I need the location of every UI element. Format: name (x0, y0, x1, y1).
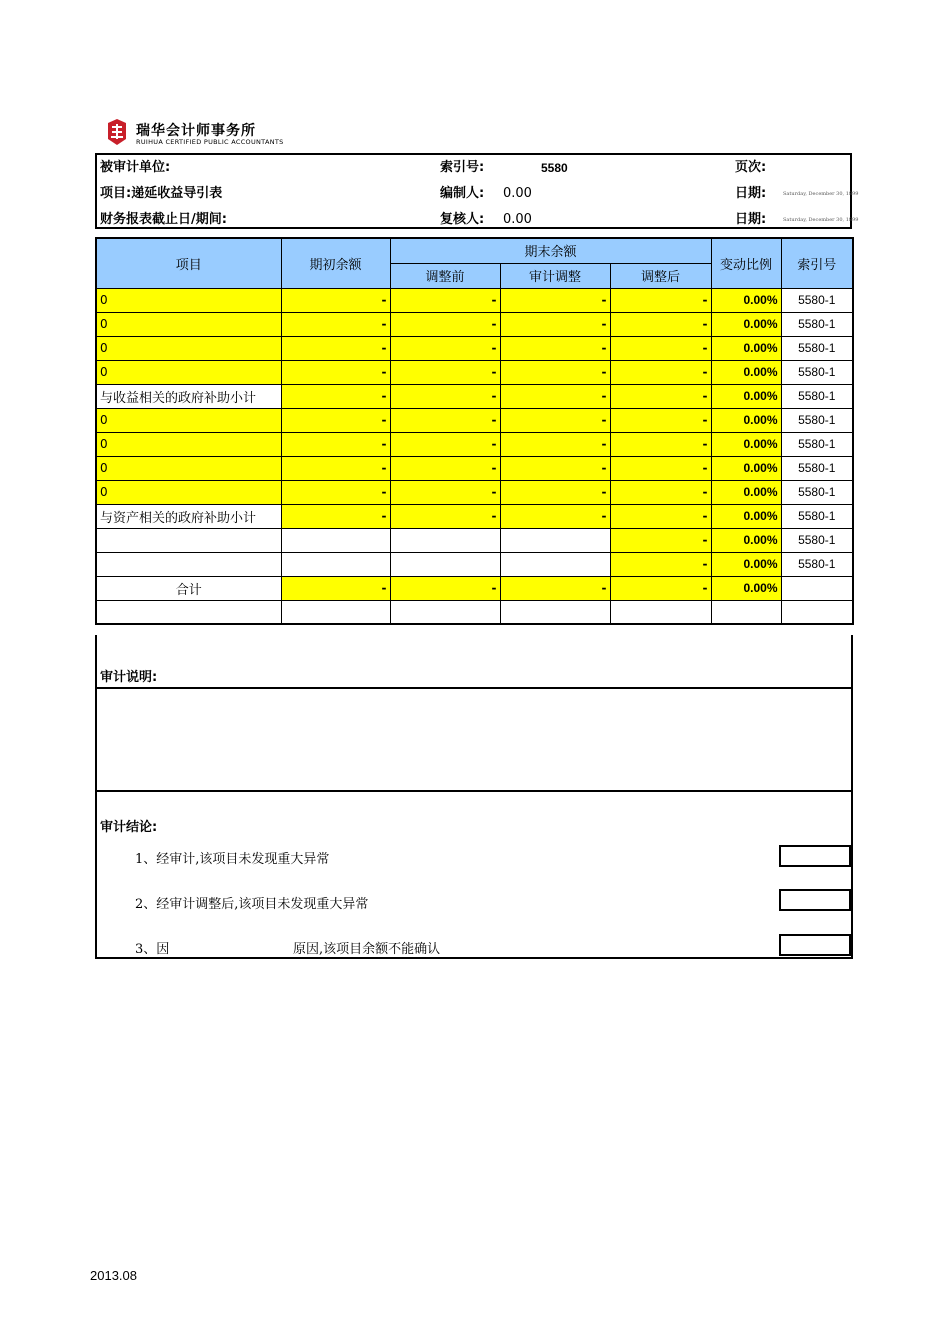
row-after: - (610, 408, 711, 432)
row-change: 0.00% (711, 480, 781, 504)
row-before (390, 528, 500, 552)
row-after: - (610, 456, 711, 480)
row-before: - (390, 504, 500, 528)
row-index: 5580-1 (781, 552, 853, 576)
row-index: 5580-1 (781, 432, 853, 456)
table-row (96, 336, 853, 360)
col-before-header: 调整前 (390, 263, 500, 288)
row-item: 0 (96, 312, 281, 336)
row-index: 5580-1 (781, 312, 853, 336)
row-after: - (610, 432, 711, 456)
row-item: 与资产相关的政府补助小计 (96, 504, 281, 528)
row-adjust: - (500, 408, 610, 432)
total-opening: - (281, 576, 390, 600)
col-opening-header: 期初余额 (281, 238, 390, 288)
index-value: 5580 (541, 161, 568, 175)
row-opening: - (281, 408, 390, 432)
row-opening (281, 552, 390, 576)
row-adjust (500, 528, 610, 552)
total-after: - (610, 576, 711, 600)
row-item: 0 (96, 408, 281, 432)
total-change: 0.00% (711, 576, 781, 600)
row-adjust: - (500, 312, 610, 336)
conclusion-2-checkbox[interactable] (779, 889, 851, 911)
date-value-2: Saturday, December 30, 1899 (783, 217, 859, 223)
total-row (96, 576, 853, 600)
row-opening: - (281, 336, 390, 360)
table-row (96, 288, 853, 312)
table-row (96, 408, 853, 432)
row-item: 0 (96, 360, 281, 384)
row-index: 5580-1 (781, 408, 853, 432)
row-index: 5580-1 (781, 288, 853, 312)
total-label: 合计 (96, 576, 281, 600)
row-after: - (610, 528, 711, 552)
row-item: 0 (96, 432, 281, 456)
row-item: 与收益相关的政府补助小计 (96, 384, 281, 408)
row-opening: - (281, 456, 390, 480)
row-index: 5580-1 (781, 360, 853, 384)
row-index: 5580-1 (781, 504, 853, 528)
row-before: - (390, 456, 500, 480)
table-row (96, 432, 853, 456)
total-adjust: - (500, 576, 610, 600)
workpaper-header (95, 153, 859, 229)
table-body (96, 288, 853, 576)
reviewer-value: 0.00 (503, 212, 532, 227)
explain-label: 审计说明: (100, 670, 158, 685)
row-item: 0 (96, 480, 281, 504)
conclusion-2-text: 2、经审计调整后,该项目未发现重大异常 (135, 897, 369, 912)
row-opening: - (281, 384, 390, 408)
row-change: 0.00% (711, 336, 781, 360)
date-label-2: 日期: (735, 212, 767, 227)
row-adjust: - (500, 360, 610, 384)
col-change-header: 变动比例 (711, 238, 781, 288)
row-change: 0.00% (711, 360, 781, 384)
table-row (96, 456, 853, 480)
row-opening: - (281, 360, 390, 384)
row-opening (281, 528, 390, 552)
row-after: - (610, 312, 711, 336)
table-row (96, 528, 853, 552)
row-opening: - (281, 480, 390, 504)
row-adjust: - (500, 432, 610, 456)
date-label-1: 日期: (735, 186, 767, 201)
row-adjust: - (500, 384, 610, 408)
audit-explanation-header (95, 635, 853, 689)
firm-name-en: RUIHUA CERTIFIED PUBLIC ACCOUNTANTS (136, 138, 284, 146)
audit-explanation-area[interactable] (95, 689, 853, 792)
table-row (96, 504, 853, 528)
row-opening: - (281, 504, 390, 528)
page-label: 页次: (735, 160, 767, 175)
conclusion-1-checkbox[interactable] (779, 845, 851, 867)
row-before: - (390, 408, 500, 432)
row-item: 0 (96, 288, 281, 312)
row-change: 0.00% (711, 384, 781, 408)
table-row (96, 480, 853, 504)
row-adjust: - (500, 456, 610, 480)
row-change: 0.00% (711, 432, 781, 456)
table-row (96, 312, 853, 336)
version-footer: 2013.08 (90, 1268, 137, 1283)
row-after: - (610, 336, 711, 360)
col-item-header: 项目 (96, 238, 281, 288)
date-value-1: Saturday, December 30, 1899 (783, 191, 859, 197)
row-after: - (610, 360, 711, 384)
row-change: 0.00% (711, 552, 781, 576)
col-adjust-header: 审计调整 (500, 263, 610, 288)
row-adjust (500, 552, 610, 576)
row-item (96, 552, 281, 576)
row-opening: - (281, 312, 390, 336)
row-before: - (390, 336, 500, 360)
row-change: 0.00% (711, 312, 781, 336)
conclusion-3-prefix: 3、因 (135, 942, 170, 957)
row-index: 5580-1 (781, 480, 853, 504)
row-index: 5580-1 (781, 528, 853, 552)
row-change: 0.00% (711, 408, 781, 432)
row-index: 5580-1 (781, 384, 853, 408)
row-after: - (610, 384, 711, 408)
row-opening: - (281, 432, 390, 456)
row-after: - (610, 480, 711, 504)
table-row (96, 384, 853, 408)
row-index: 5580-1 (781, 336, 853, 360)
firm-logo-icon (106, 119, 128, 147)
table-row (96, 552, 853, 576)
row-change: 0.00% (711, 456, 781, 480)
row-before (390, 552, 500, 576)
conclusion-3-checkbox[interactable] (779, 934, 851, 956)
conclusion-1-text: 1、经审计,该项目未发现重大异常 (135, 852, 330, 867)
col-closing-header: 期末余额 (390, 238, 711, 263)
row-adjust: - (500, 504, 610, 528)
client-label: 被审计单位: (100, 160, 171, 175)
conclusion-3-suffix: 原因,该项目余额不能确认 (293, 942, 441, 957)
row-before: - (390, 288, 500, 312)
row-opening: - (281, 288, 390, 312)
total-index (781, 576, 853, 600)
row-before: - (390, 480, 500, 504)
row-before: - (390, 360, 500, 384)
row-after: - (610, 504, 711, 528)
row-adjust: - (500, 336, 610, 360)
row-index: 5580-1 (781, 456, 853, 480)
preparer-label: 编制人: (440, 186, 485, 201)
audit-conclusion-section (95, 792, 853, 959)
firm-name-cn: 瑞华会计师事务所 (136, 123, 256, 139)
deferred-income-table (95, 237, 854, 625)
item-label: 项目:递延收益导引表 (100, 186, 223, 201)
preparer-value: 0.00 (503, 186, 532, 201)
row-item: 0 (96, 336, 281, 360)
table-row (96, 360, 853, 384)
row-item: 0 (96, 456, 281, 480)
row-change: 0.00% (711, 288, 781, 312)
firm-logo (106, 119, 286, 149)
row-change: 0.00% (711, 528, 781, 552)
row-after: - (610, 288, 711, 312)
reviewer-label: 复核人: (440, 212, 485, 227)
row-after: - (610, 552, 711, 576)
col-after-header: 调整后 (610, 263, 711, 288)
total-before: - (390, 576, 500, 600)
period-label: 财务报表截止日/期间: (100, 212, 227, 227)
row-change: 0.00% (711, 504, 781, 528)
index-label: 索引号: (440, 160, 485, 175)
row-before: - (390, 432, 500, 456)
conclusion-label: 审计结论: (100, 820, 158, 835)
row-before: - (390, 384, 500, 408)
col-index-header: 索引号 (781, 238, 853, 288)
row-adjust: - (500, 288, 610, 312)
row-adjust: - (500, 480, 610, 504)
row-item (96, 528, 281, 552)
row-before: - (390, 312, 500, 336)
blank-row (96, 600, 853, 624)
